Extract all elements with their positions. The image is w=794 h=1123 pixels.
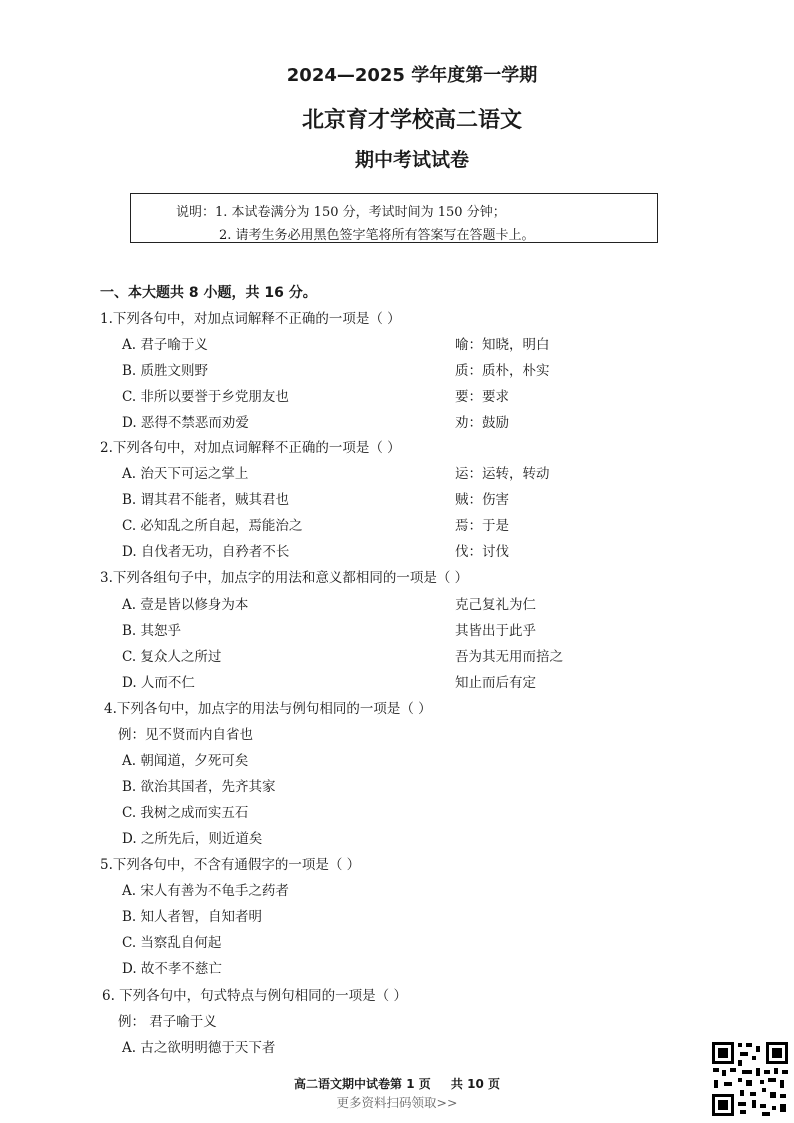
question-3-option-a-compare: 克己复礼为仁 (455, 597, 536, 613)
page-footer (0, 1075, 794, 1092)
question-6-stem: 6. 下列各句中，句式特点与例句相同的一项是（ ） (102, 988, 407, 1004)
question-4-option-d: D. 之所先后，则近道矣 (122, 831, 263, 847)
question-3-option-d-compare: 知止而后有定 (455, 675, 536, 691)
question-4-option-c: C. 我树之成而实五石 (122, 805, 249, 821)
question-2-option-c: C. 必知乱之所自起，焉能治之 (122, 518, 303, 534)
question-1-option-b: B. 质胜文则野 (122, 363, 209, 379)
page-number-label: 高二语文期中试卷第 1 页 (294, 1077, 431, 1091)
question-5-option-d: D. 故不孝不慈亡 (122, 961, 222, 977)
question-2-option-d: D. 自伐者无功，自矜者不长 (122, 544, 290, 560)
question-1-option-a: A. 君子喻于义 (122, 337, 208, 353)
question-3-option-c-compare: 吾为其无用而掊之 (455, 649, 563, 665)
question-6-option-a: A. 古之欲明明德于天下者 (122, 1040, 276, 1056)
term-heading: 2024—2025 学年度第一学期 (286, 65, 538, 86)
qr-code-icon[interactable] (710, 1040, 790, 1118)
school-subject-heading: 北京育才学校高二语文 (301, 108, 522, 133)
instruction-line-2: 2. 请考生务必用黑色签字笔将所有答案写在答题卡上。 (219, 228, 535, 243)
question-1-option-c: C. 非所以要誉于乡党朋友也 (122, 389, 289, 405)
instructions-box (130, 193, 658, 243)
question-5-option-a: A. 宋人有善为不龟手之药者 (122, 883, 289, 899)
question-1-stem: 1.下列各句中，对加点词解释不正确的一项是（ ） (100, 311, 401, 327)
question-3-option-b-compare: 其皆出于此乎 (455, 623, 536, 639)
instruction-line-1: 说明：1. 本试卷满分为 150 分，考试时间为 150 分钟； (176, 205, 506, 220)
question-2-option-b: B. 谓其君不能者，贼其君也 (122, 492, 290, 508)
question-4-example: 例：见不贤而内自省也 (118, 727, 253, 743)
question-1-option-a-gloss: 喻：知晓，明白 (455, 337, 550, 353)
question-1-option-d: D. 恶得不禁恶而劝爱 (122, 415, 249, 431)
question-2-option-a-gloss: 运：运转，转动 (455, 466, 550, 482)
question-3-option-b: B. 其恕乎 (122, 623, 182, 639)
total-pages-label: 共 10 页 (450, 1077, 500, 1091)
question-2-stem: 2.下列各句中，对加点词解释不正确的一项是（ ） (100, 440, 401, 456)
question-2-option-b-gloss: 贼：伤害 (455, 492, 509, 508)
question-2-option-c-gloss: 焉：于是 (455, 518, 509, 534)
section-1-title: 一、本大题共 8 小题，共 16 分。 (100, 285, 317, 301)
question-1-option-b-gloss: 质：质朴，朴实 (455, 363, 550, 379)
question-3-option-d: D. 人而不仁 (122, 675, 195, 691)
exam-title: 期中考试试卷 (354, 149, 469, 171)
question-2-option-d-gloss: 伐：讨伐 (455, 544, 509, 560)
question-5-option-b: B. 知人者智，自知者明 (122, 909, 263, 925)
question-6-example: 例： 君子喻于义 (118, 1014, 217, 1030)
question-3-option-c: C. 复众人之所过 (122, 649, 222, 665)
question-3-stem: 3.下列各组句子中，加点字的用法和意义都相同的一项是（ ） (100, 570, 469, 586)
question-2-option-a: A. 治天下可运之掌上 (122, 466, 249, 482)
question-4-option-b: B. 欲治其国者，先齐其家 (122, 779, 276, 795)
question-5-stem: 5.下列各句中，不含有通假字的一项是（ ） (100, 857, 361, 873)
question-3-option-a: A. 壹是皆以修身为本 (122, 597, 249, 613)
more-resources-link[interactable]: 更多资料扫码领取>> (336, 1095, 458, 1110)
question-5-option-c: C. 当察乱自何起 (122, 935, 222, 951)
question-4-option-a: A. 朝闻道，夕死可矣 (122, 753, 249, 769)
question-1-option-c-gloss: 要：要求 (455, 389, 509, 405)
question-4-stem: 4.下列各句中，加点字的用法与例句相同的一项是（ ） (104, 701, 432, 717)
question-1-option-d-gloss: 劝：鼓励 (455, 415, 509, 431)
